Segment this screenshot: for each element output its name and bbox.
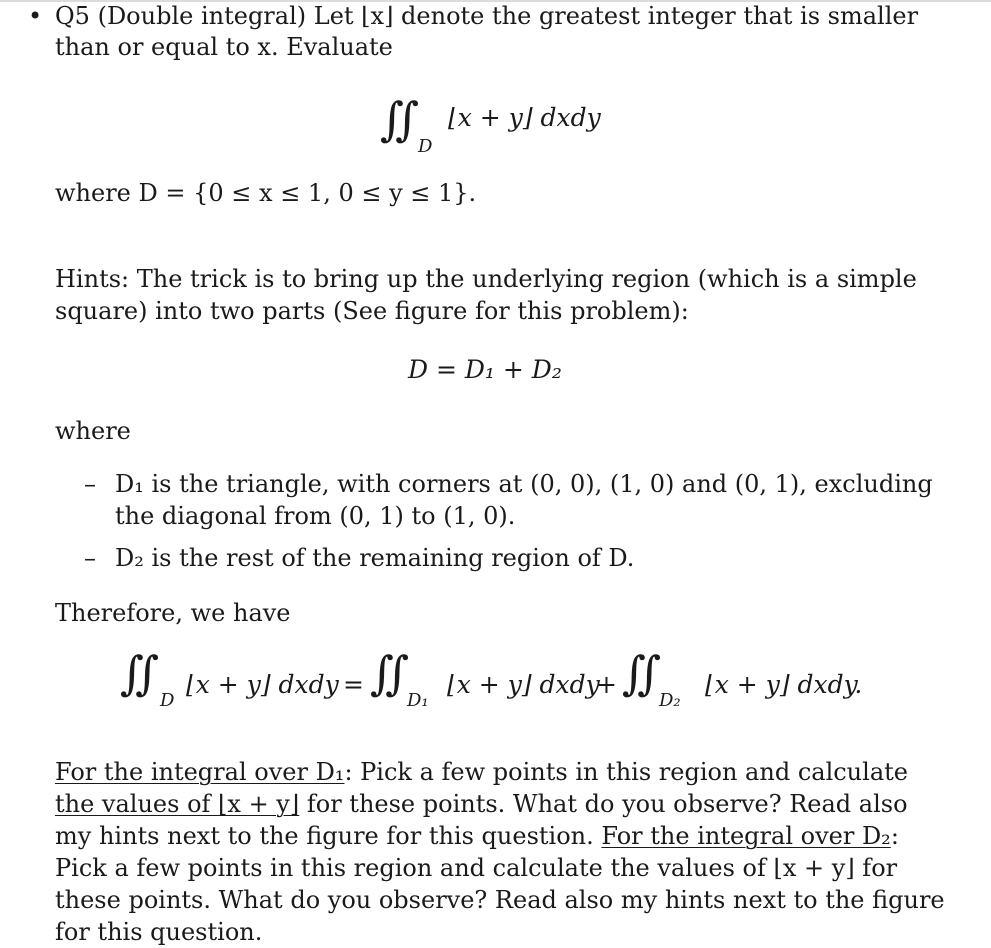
question-line-2: than or equal to x. Evaluate <box>55 33 393 61</box>
floor-values-link[interactable]: the values of ⌊x + y⌋ <box>55 790 300 818</box>
subscript-d: D <box>160 690 175 711</box>
double-integral-sign: ∬ <box>120 646 160 700</box>
dash-2: – <box>84 544 96 572</box>
integral-over-d2 <box>622 646 662 700</box>
dash-1: – <box>84 470 96 498</box>
closing-line-5: these points. What do you observe? Read also my hints next to the figure <box>55 886 945 914</box>
closing-line-6: for this question. <box>55 918 263 946</box>
therefore-text: Therefore, we have <box>55 599 291 627</box>
subscript-d2: D₂ <box>659 690 681 711</box>
hints-line-2: square) into two parts (See figure for this problem): <box>55 297 689 325</box>
display-double-integral <box>380 92 420 146</box>
double-integral-sign: ∬ <box>622 646 662 700</box>
closing-line-3 <box>55 820 899 852</box>
integrand-middle: ⌊x + y⌋ dxdy <box>447 670 600 699</box>
bullet-1-line-1: D₁ is the triangle, with corners at (0, 0), (1, 0) and (0, 1), excluding <box>115 470 933 498</box>
closing-line-2 <box>55 788 908 820</box>
domain-definition: where D = {0 ≤ x ≤ 1, 0 ≤ y ≤ 1}. <box>55 179 477 207</box>
integrand-left: ⌊x + y⌋ dxdy <box>186 670 339 699</box>
plus-sign: + <box>596 670 617 699</box>
d2-integral-link[interactable]: For the integral over D₂ <box>601 822 891 850</box>
double-integral-sign: ∬ <box>370 646 410 700</box>
double-integral-sign: ∬ <box>380 92 420 146</box>
closing-line-4: Pick a few points in this region and calculate the values of ⌊x + y⌋ for <box>55 854 898 882</box>
closing-text: : Pick a few points in this region and calculate <box>344 758 908 786</box>
split-equation: D = D₁ + D₂ <box>408 355 562 384</box>
where-label: where <box>55 417 131 445</box>
question-line-1: Q5 (Double integral) Let ⌊x⌋ denote the greatest integer that is smaller <box>55 2 919 30</box>
integral-over-d <box>120 646 160 700</box>
bullet-1-line-2: the diagonal from (0, 1) to (1, 0). <box>115 502 516 530</box>
closing-line-1 <box>55 756 908 788</box>
bullet-2-line-1: D₂ is the rest of the remaining region of D. <box>115 544 635 572</box>
integrand: ⌊x + y⌋ dxdy <box>448 103 601 132</box>
integral-over-d1 <box>370 646 410 700</box>
d1-integral-link[interactable]: For the integral over D₁ <box>55 758 345 786</box>
integrand-right: ⌊x + y⌋ dxdy. <box>705 670 863 699</box>
subscript-d1: D₁ <box>407 690 429 711</box>
closing-text: : <box>890 822 899 850</box>
closing-text: for these points. What do you observe? Read also <box>299 790 908 818</box>
equals-sign: = <box>343 670 364 699</box>
integral-domain-subscript: D <box>418 136 433 157</box>
hints-line-1: Hints: The trick is to bring up the underlying region (which is a simple <box>55 265 917 293</box>
bullet-point: • <box>28 2 43 30</box>
closing-text: my hints next to the figure for this question. <box>55 822 602 850</box>
